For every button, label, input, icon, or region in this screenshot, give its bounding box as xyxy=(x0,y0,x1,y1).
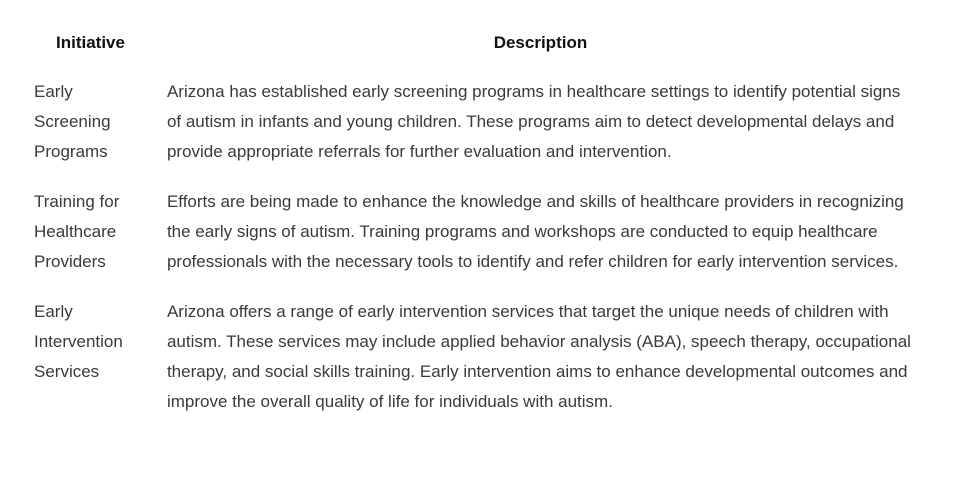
header-initiative: Initiative xyxy=(55,33,125,52)
initiative-cell: Early Screening Programs xyxy=(34,82,111,161)
description-cell: Arizona has established early screening programs in healthcare settings to identify potential signs of autism in infants and young children. These programs aim to detect developmental delays and provide appropriate referrals for further evaluation and intervention. xyxy=(166,82,901,161)
table-row xyxy=(24,187,924,297)
table-row xyxy=(24,297,924,437)
initiative-cell: Training for Healthcare Providers xyxy=(34,192,120,271)
table-body xyxy=(24,77,924,437)
table-row xyxy=(24,77,924,187)
header-description: Description xyxy=(493,33,588,52)
description-cell: Efforts are being made to enhance the knowledge and skills of healthcare providers in recognizing the early signs of autism. Training programs and workshops are conducted to equip healthcare professionals with the necessary tools to identify and refer children for early intervention services. xyxy=(166,192,904,271)
description-cell: Arizona offers a range of early intervention services that target the unique needs of children with autism. These services may include applied behavior analysis (ABA), speech therapy, occupational therapy, and social skills training. Early intervention aims to enhance developmental outcomes and improve the overall quality of life for individuals with autism. xyxy=(166,302,911,411)
initiative-cell: Early Intervention Services xyxy=(34,302,123,381)
header-row xyxy=(24,28,924,77)
initiatives-table xyxy=(24,28,924,437)
table-header xyxy=(24,28,924,77)
